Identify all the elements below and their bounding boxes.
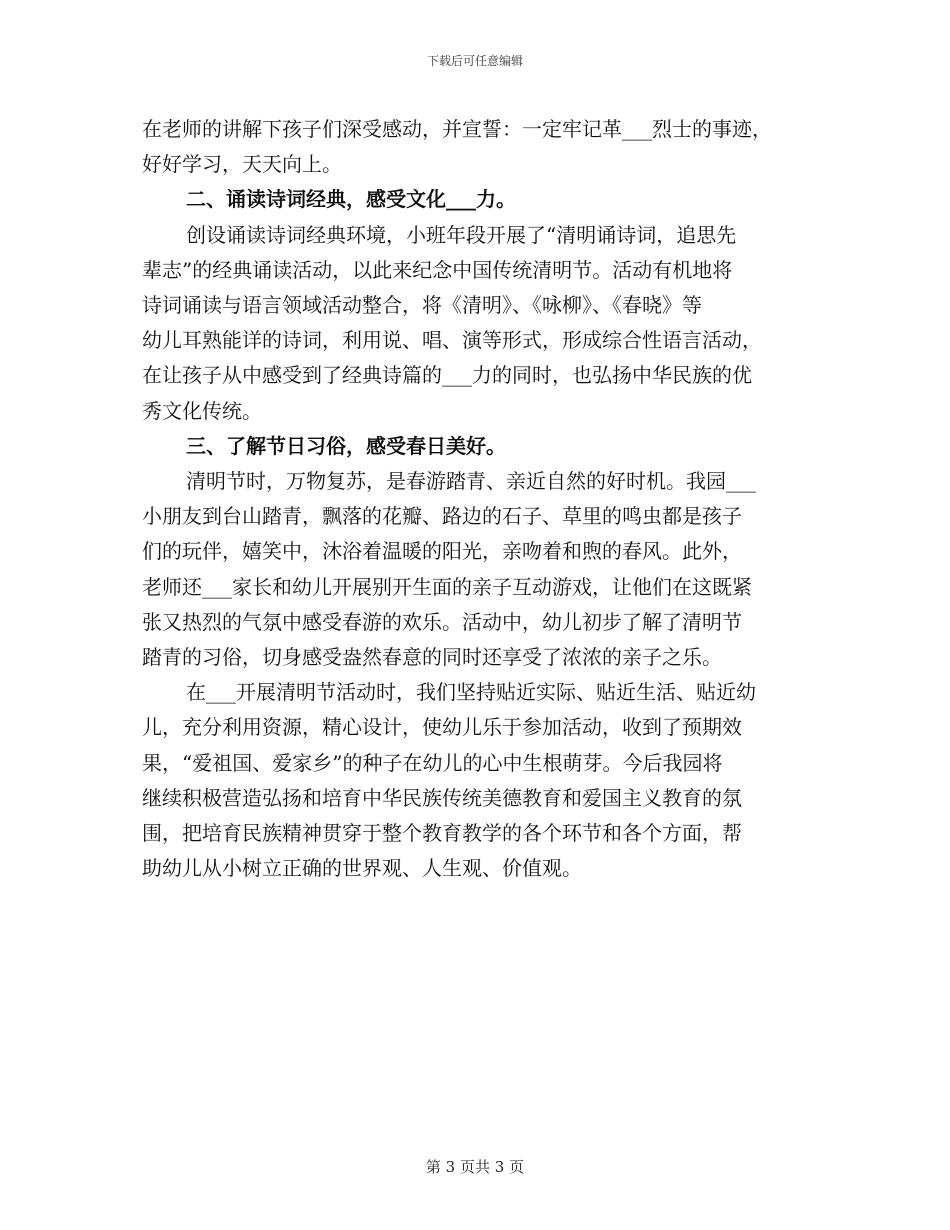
- body-line: 好好学习，天天向上。: [142, 152, 342, 177]
- body-line: 张又热烈的气氛中感受春游的欢乐。活动中，幼儿初步了解了清明节: [142, 609, 742, 634]
- body-line: 幼儿耳熟能详的诗词，利用说、唱、演等形式，形成综合性语言活动，: [142, 328, 762, 353]
- body-line: 助幼儿从小树立正确的世界观、人生观、价值观。: [142, 856, 582, 881]
- body-line: 们的玩伴，嬉笑中，沐浴着温暖的阳光，亲吻着和煦的春风。此外，: [142, 539, 742, 564]
- body-line: 辈志”的经典诵读活动，以此来纪念中国传统清明节。活动有机地将: [142, 257, 733, 282]
- body-line: 围，把培育民族精神贯穿于整个教育教学的各个环节和各个方面，帮: [142, 821, 742, 846]
- body-line: 小朋友到台山踏青，飘落的花瓣、路边的石子、草里的鸣虫都是孩子: [142, 504, 742, 529]
- body-line: 在老师的讲解下孩子们深受感动，并宣誓：一定牢记革___烈士的事迹，: [142, 117, 772, 141]
- section-heading: 三、了解节日习俗，感受春日美好。: [186, 433, 506, 458]
- body-line: 老师还___家长和幼儿开展别开生面的亲子互动游戏，让他们在这既紧: [142, 574, 752, 599]
- body-line: 继续积极营造弘扬和培育中华民族传统美德教育和爱国主义教育的氛: [142, 785, 742, 810]
- section-heading: 二、诵读诗词经典，感受文化___力。: [186, 187, 516, 212]
- body-line: 在___开展清明节活动时，我们坚持贴近实际、贴近生活、贴近幼: [186, 680, 756, 705]
- body-line: 秀文化传统。: [142, 398, 262, 423]
- body-line: 清明节时，万物复苏，是春游踏青、亲近自然的好时机。我园___: [186, 469, 756, 494]
- page-header: 下载后可任意编辑: [426, 54, 523, 68]
- page-number: 第 3 页共 3 页: [425, 1158, 525, 1176]
- body-line: 儿，充分利用资源，精心设计，使幼儿乐于参加活动，收到了预期效: [142, 715, 742, 740]
- document-body: [142, 112, 812, 886]
- body-line: 创设诵读诗词经典环境，小班年段开展了“清明诵诗词，追思先: [186, 222, 737, 247]
- body-line: 果，“爱祖国、爱家乡”的种子在幼儿的心中生根萌芽。今后我园将: [142, 750, 723, 775]
- body-line: 踏青的习俗，切身感受盎然春意的同时还享受了浓浓的亲子之乐。: [142, 645, 722, 670]
- body-line: 在让孩子从中感受到了经典诗篇的___力的同时，也弘扬中华民族的优: [142, 363, 752, 388]
- body-line: 诗词诵读与语言领域活动整合，将《清明》、《咏柳》、《春晓》等: [142, 293, 702, 318]
